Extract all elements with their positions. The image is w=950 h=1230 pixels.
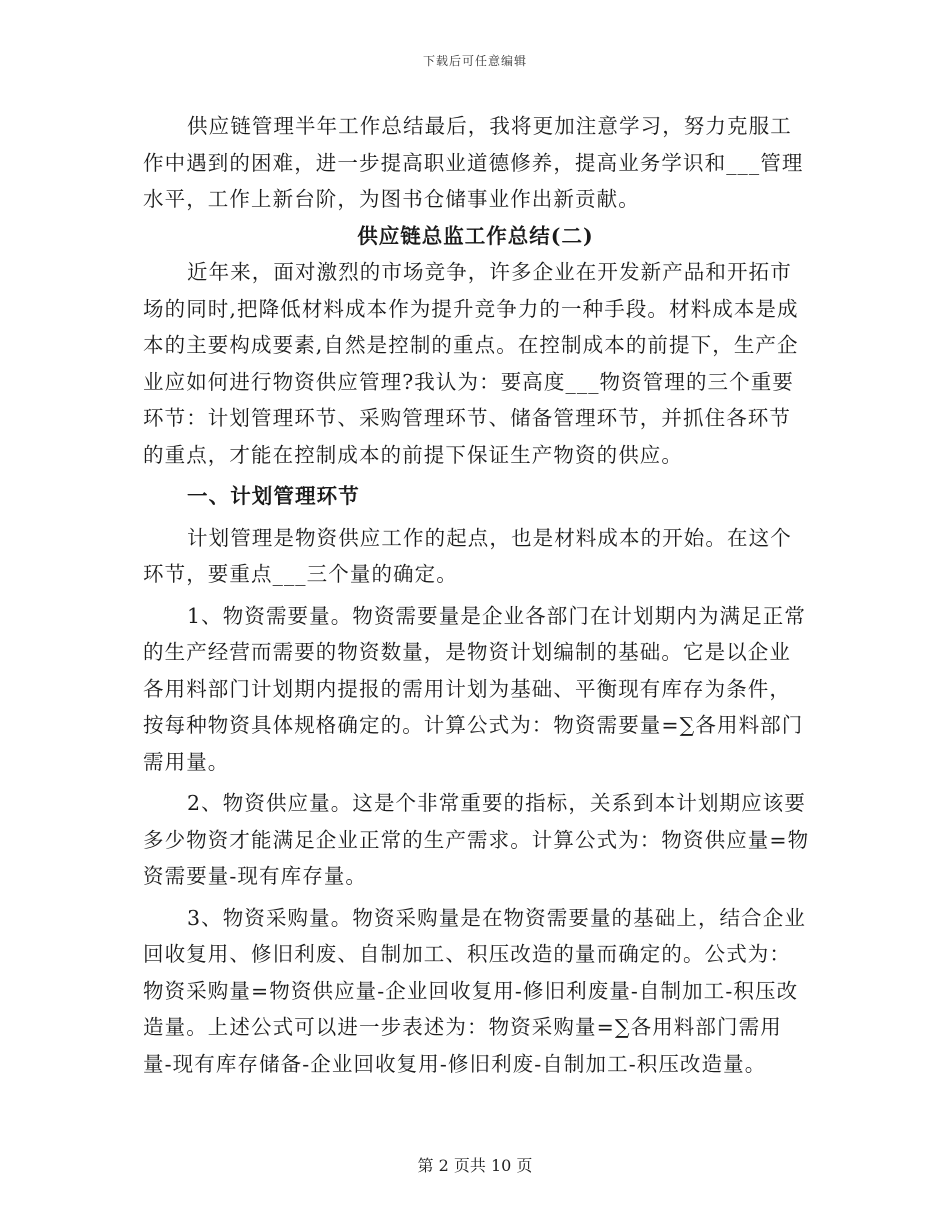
page-header-note: 下载后可任意编辑 [422,54,527,68]
paragraph-line: 资需要量-现有库存量。 [143,864,368,888]
paragraph-intro [143,254,808,473]
paragraph-line: 近年来，面对激烈的市场竞争，许多企业在开发新产品和开拓市 [187,260,792,284]
paragraph-line: 环节，要重点___三个量的确定。 [143,562,458,586]
paragraph-line: 业应如何进行物资供应管理?我认为：要高度___物资管理的三个重要 [143,369,794,394]
paragraph-line: 环节：计划管理环节、采购管理环节、储备管理环节，并抓住各环节 [143,406,791,430]
paragraph-line: 本的主要构成要素,自然是控制的重点。在控制成本的前提下，生产企 [143,333,799,357]
paragraph-line: 的重点，才能在控制成本的前提下保证生产物资的供应。 [143,442,683,467]
paragraph-line: 场的同时,把降低材料成本作为提升竞争力的一种手段。材料成本是成 [143,296,799,321]
paragraph-line: 的生产经营而需要的物资数量，是物资计划编制的基础。它是以企业 [143,640,791,664]
paragraph-line: 按每种物资具体规格确定的。计算公式为：物资需要量=∑各用料部门 [143,713,804,737]
document-title: 供应链总监工作总结(二) [357,223,594,248]
page-number: 第 2 页共 10 页 [417,1156,533,1175]
paragraph-line: 量-现有库存储备-企业回收复用-修旧利废-自制加工-积压改造量。 [143,1051,767,1076]
paragraph-line: 造量。上述公式可以进一步表述为：物资采购量=∑各用料部门需用 [143,1015,782,1039]
paragraph-line: 计划管理是物资供应工作的起点，也是材料成本的开始。在这个 [187,525,792,550]
paragraph-line: 各用料部门计划期内提报的需用计划为基础、平衡现有库存为条件， [143,676,791,701]
paragraph-line: 1、物资需要量。物资需要量是企业各部门在计划期内为满足正常 [187,603,806,628]
paragraph-plan-management [143,520,808,593]
document-body [143,108,808,1082]
paragraph-line: 物资采购量=物资供应量-企业回收复用-修旧利废量-自制加工-积压改 [143,978,799,1003]
paragraph-supply-quantity [143,785,808,895]
paragraph-line: 水平，工作上新台阶，为图书仓储事业作出新贡献。 [143,187,640,211]
paragraph-demand-quantity [143,598,808,781]
paragraph-line: 回收复用、修旧利废、自制加工、积压改造的量而确定的。公式为： [143,942,791,966]
paragraph-line: 需用量。 [143,749,230,774]
paragraph-purchase-quantity [143,900,808,1083]
paragraph-line: 多少物资才能满足企业正常的生产需求。计算公式为：物资供应量=物 [143,827,810,852]
paragraph-line: 3、物资采购量。物资采购量是在物资需要量的基础上，结合企业 [187,905,806,930]
paragraph-line: 作中遇到的困难，进一步提高职业道德修养，提高业务学识和___管理 [143,150,804,175]
paragraph-line: 2、物资供应量。这是个非常重要的指标，关系到本计划期应该要 [187,791,806,815]
paragraph-line: 供应链管理半年工作总结最后，我将更加注意学习，努力克服工 [187,114,792,138]
section-heading: 一、计划管理环节 [187,484,360,508]
paragraph-conclusion [143,108,808,218]
